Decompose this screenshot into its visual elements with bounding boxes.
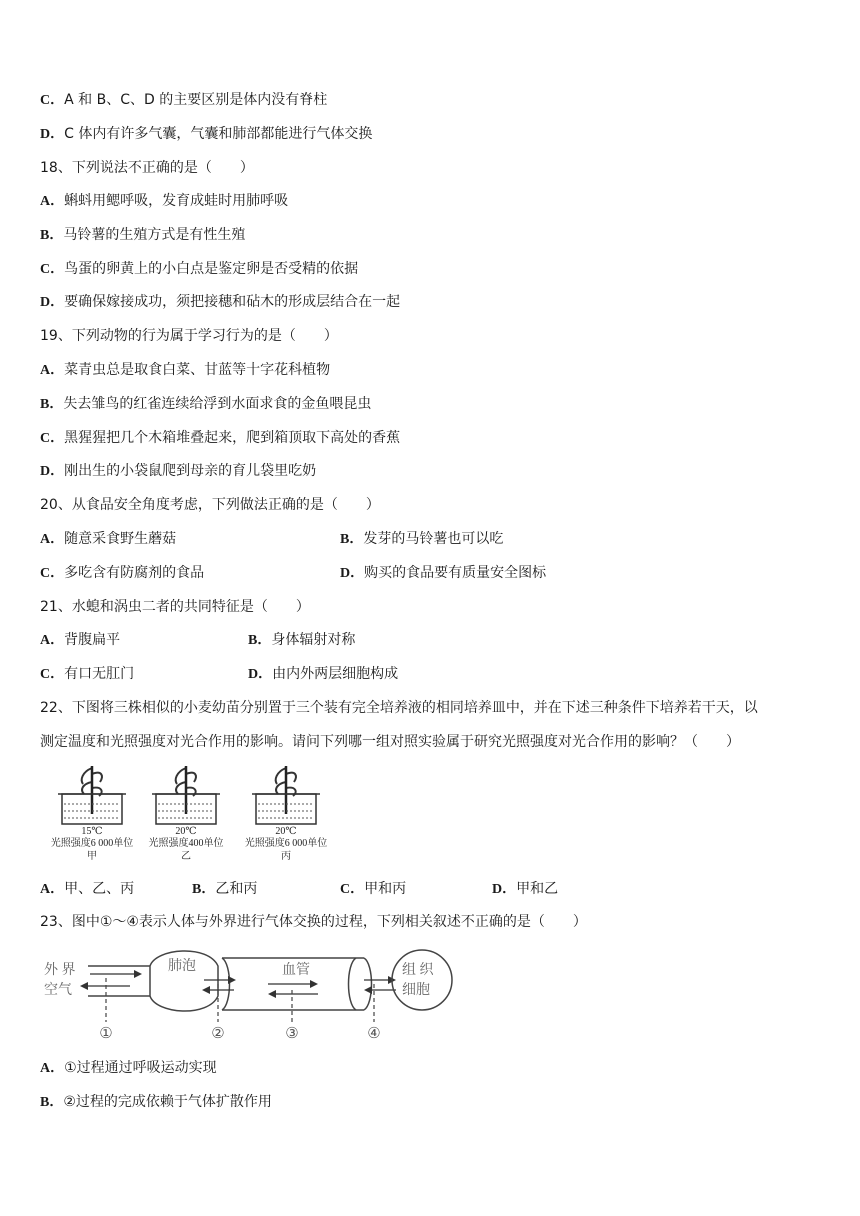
q20-option-d [340,563,546,584]
option-letter: C． [40,566,65,581]
dish-name: 甲 [87,851,97,862]
q22-option-d [492,879,558,900]
outside-air-label-2: 空气 [44,983,72,998]
q19-option-c [40,428,400,449]
option-text: 黑猩猩把几个木箱堆叠起来，爬到箱顶取下高处的香蕉 [64,430,401,446]
process-mark-4: ④ [367,1026,381,1042]
dish-name: 丙 [281,851,291,862]
blood-vessel-label: 血管 [282,963,310,978]
option-letter: C． [40,431,65,446]
option-letter: A． [40,363,65,378]
culture-dish-jia [51,766,134,862]
q22-option-c [340,879,406,900]
process-mark-3: ③ [285,1026,299,1042]
alveolus-label: 肺泡 [168,959,196,974]
q18-option-d [40,292,400,313]
option-letter: C． [340,882,365,897]
option-text: C 体内有许多气囊，气囊和肺部都能进行气体交换 [64,126,373,142]
option-letter: D． [40,127,65,142]
option-text: ②过程的完成依赖于气体扩散作用 [63,1094,272,1110]
q20-option-a [40,529,176,550]
option-letter: A． [40,633,65,648]
q18-stem: 18、下列说法不正确的是（ ） [40,160,254,176]
dish-light: 光照强度6 000单位 [50,838,134,849]
option-letter: C． [40,93,65,108]
option-text: 要确保嫁接成功，须把接穗和砧木的形成层结合在一起 [64,294,401,310]
q22-figure-culture-dishes [36,764,346,866]
q23-option-b [40,1092,272,1113]
q23-stem: 23、图中①～④表示人体与外界进行气体交换的过程，下列相关叙述不正确的是（ ） [40,914,587,930]
q22-stem-line1: 22、下图将三株相似的小麦幼苗分别置于三个装有完全培养液的相同培养皿中，并在下述三种条件下培养若干天，以 [40,700,758,716]
option-text: 蝌蚪用鳃呼吸，发育成蛙时用肺呼吸 [64,193,289,209]
q21-option-a [40,630,120,651]
option-text: 背腹扁平 [64,632,121,648]
option-letter: A． [40,194,65,209]
option-letter: A． [40,882,65,897]
q21-stem: 21、水螅和涡虫二者的共同特征是（ ） [40,599,310,615]
q23-option-a [40,1058,217,1079]
q17-option-d [40,124,372,145]
q22-stem-line2: 测定温度和光照强度对光合作用的影响。请问下列哪一组对照实验属于研究光照强度对光合作用的影响？（ ） [40,734,740,750]
option-letter: B． [40,228,64,243]
option-text: 刚出生的小袋鼠爬到母亲的育儿袋里吃奶 [64,463,317,479]
dish-name: 乙 [181,851,191,862]
option-text: 鸟蛋的卵黄上的小白点是鉴定卵是否受精的依据 [64,261,359,277]
option-letter: D． [340,566,365,581]
option-text: 由内外两层细胞构成 [272,666,399,682]
option-text: 甲和乙 [516,881,559,897]
process-mark-1: ① [99,1026,113,1042]
culture-dish-yi [149,766,224,862]
option-letter: C． [40,262,65,277]
q19-stem: 19、下列动物的行为属于学习行为的是（ ） [40,328,338,344]
option-letter: B． [40,1095,64,1110]
option-letter: A． [40,1061,65,1076]
option-text: 购买的食品要有质量安全图标 [364,565,547,581]
option-text: 随意采食野生蘑菇 [64,531,177,547]
q18-option-a [40,191,288,212]
option-letter: B． [340,532,364,547]
option-text: 失去雏鸟的红雀连续给浮到水面求食的金鱼喂昆虫 [63,396,372,412]
option-text: ①过程通过呼吸运动实现 [64,1060,217,1076]
option-text: 有口无肛门 [64,666,135,682]
tissue-cell-label-1: 组 织 [402,963,434,978]
q21-option-b [248,630,355,651]
q21-option-d [248,664,398,685]
option-letter: D． [40,295,65,310]
option-letter: D． [40,464,65,479]
option-text: 发芽的马铃薯也可以吃 [363,531,504,547]
option-letter: B． [40,397,64,412]
q22-option-b [192,879,257,900]
option-text: 甲、乙、丙 [64,881,135,897]
option-letter: B． [248,633,272,648]
dish-light: 光照强度400单位 [148,838,224,849]
dish-light: 光照强度6 000单位 [244,838,328,849]
option-letter: D． [248,667,273,682]
option-letter: D． [492,882,517,897]
option-letter: B． [192,882,216,897]
q17-option-c [40,90,327,111]
q20-option-c [40,563,204,584]
dish-temp: 20℃ [275,826,297,837]
q23-figure-gas-exchange [38,944,458,1044]
option-text: A 和 B、C、D 的主要区别是体内没有脊柱 [64,92,328,108]
option-letter: C． [40,667,65,682]
q22-option-a [40,879,134,900]
outside-air-label-1: 外 界 [44,963,76,978]
culture-dish-bing [245,766,328,862]
option-text: 乙和丙 [215,881,258,897]
option-text: 多吃含有防腐剂的食品 [64,565,205,581]
q19-option-d [40,461,316,482]
q19-option-b [40,394,371,415]
q18-option-b [40,225,245,246]
q20-stem: 20、从食品安全角度考虑，下列做法正确的是（ ） [40,497,380,513]
option-letter: A． [40,532,65,547]
tissue-cell-label-2: 细胞 [402,983,430,998]
dish-temp: 15℃ [81,826,103,837]
dish-temp: 20℃ [175,826,197,837]
option-text: 菜青虫总是取食白菜、甘蓝等十字花科植物 [64,362,331,378]
option-text: 甲和丙 [364,881,407,897]
q18-option-c [40,259,358,280]
option-text: 身体辐射对称 [271,632,356,648]
process-mark-2: ② [211,1026,225,1042]
q20-option-b [340,529,503,550]
option-text: 马铃薯的生殖方式是有性生殖 [63,227,246,243]
q19-option-a [40,360,330,381]
q21-option-c [40,664,134,685]
